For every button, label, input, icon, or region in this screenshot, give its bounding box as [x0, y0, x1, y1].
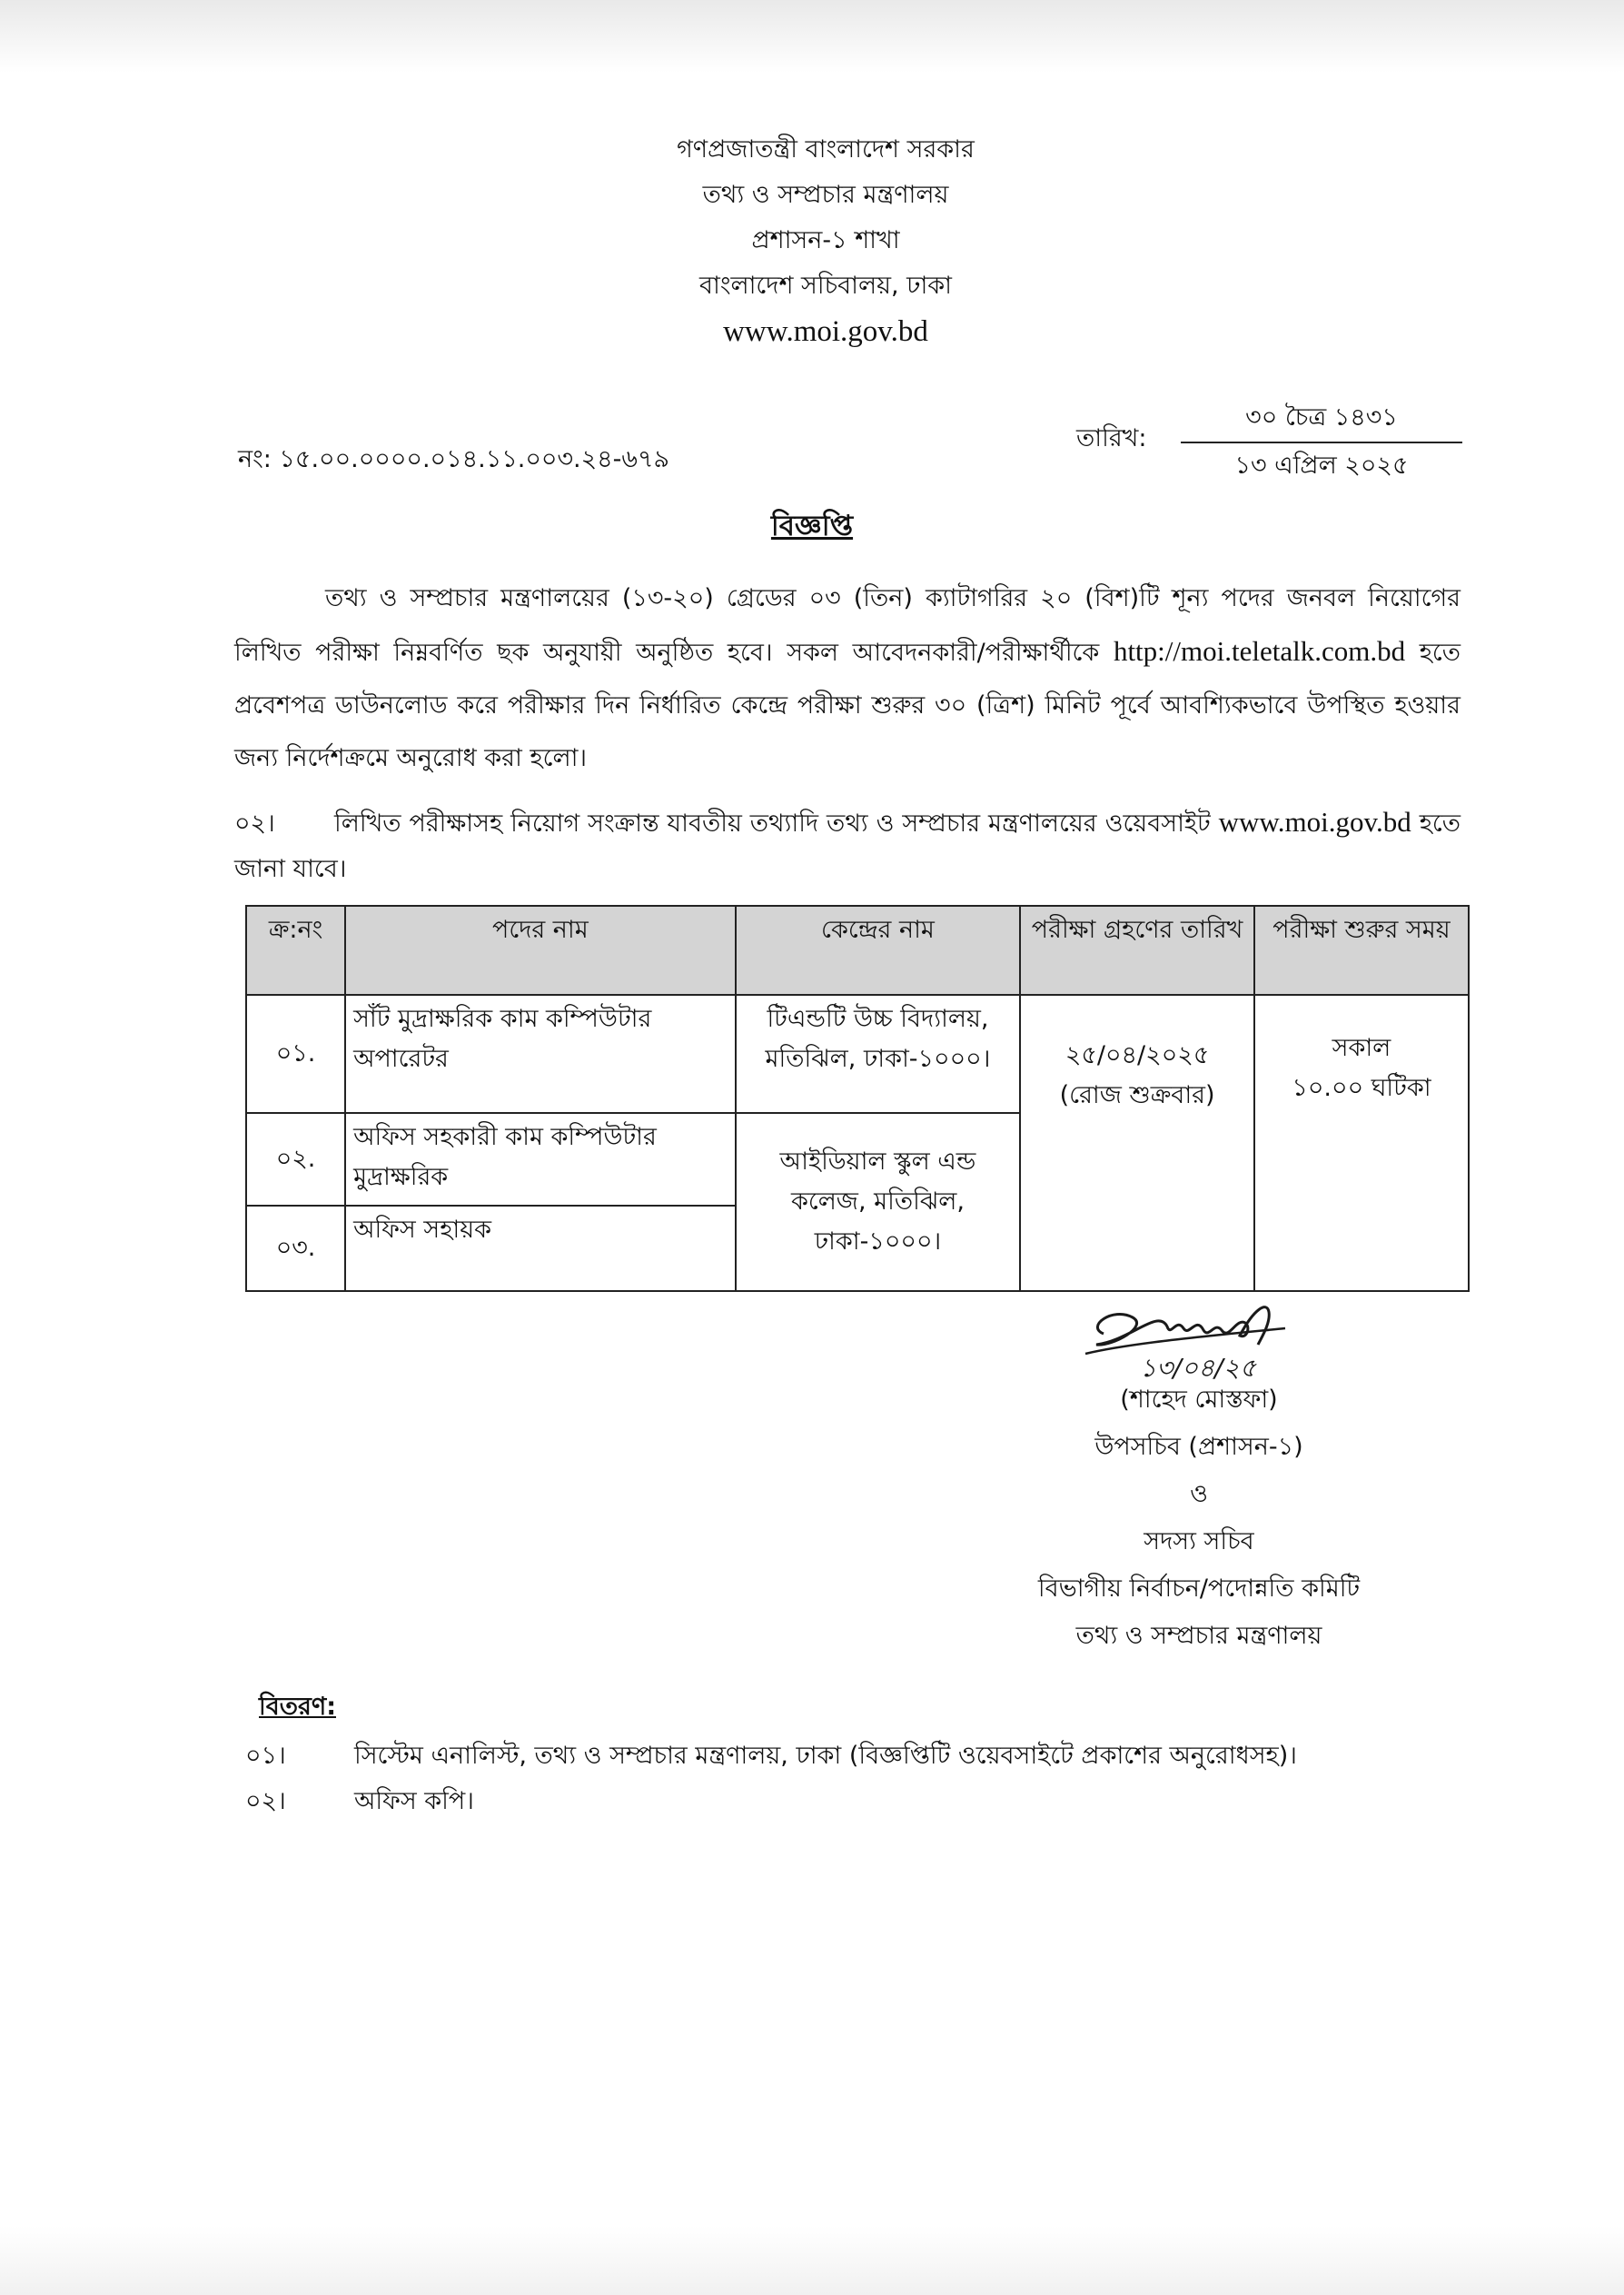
government-name: গণপ্রজাতন্ত্রী বাংলাদেশ সরকার: [677, 135, 975, 164]
paragraph-2: [234, 800, 1461, 892]
table-row: [246, 995, 1469, 1113]
header-exam-date: পরীক্ষা গ্রহণের তারিখ: [1020, 906, 1254, 995]
website-link-inline[interactable]: www.moi.gov.bd: [1218, 806, 1411, 838]
header-serial: ক্র:নং: [246, 906, 345, 995]
date-bangla: ৩০ চৈত্র ১৪৩১: [1181, 400, 1462, 443]
header-center-name: কেন্দ্রের নাম: [736, 906, 1021, 995]
exam-date-cell: [1020, 995, 1254, 1291]
row-post: অফিস সহায়ক: [345, 1206, 736, 1291]
exam-day: (রোজ শুক্রবার): [1059, 1081, 1215, 1109]
signatory-name: (শাহেদ মোস্তফা): [1120, 1386, 1278, 1414]
distribution-number: ০১।: [245, 1742, 286, 1770]
list-item: [245, 1783, 474, 1823]
distribution-title: বিতরণ:: [259, 1693, 336, 1721]
letterhead: [0, 127, 1624, 354]
paragraph-2-text-a: লিখিত পরীক্ষাসহ নিয়োগ সংক্রান্ত যাবতীয় তথ্যাদি তথ্য ও সম্প্রচার মন্ত্রণালয়ের ওয়েবসাইট: [334, 810, 1211, 838]
start-time-period: সকাল: [1332, 1034, 1391, 1062]
start-time-cell: [1254, 995, 1469, 1291]
signatory-role: সদস্য সচিব: [1144, 1527, 1254, 1555]
distribution-text: সিস্টেম এনালিস্ট, তথ্য ও সম্প্রচার মন্ত্রণালয়, ঢাকা (বিজ্ঞপ্তিটি ওয়েবসাইটে প্রকাশের অনুরোধসহ)।: [354, 1742, 1297, 1770]
notice-title: [0, 504, 1624, 551]
exam-date: ২৫/০৪/২০২৫: [1065, 1041, 1210, 1069]
website-link[interactable]: www.moi.gov.bd: [723, 315, 928, 348]
notice-title-text: বিজ্ঞপ্তি: [770, 510, 854, 542]
row-serial: ০২.: [246, 1113, 345, 1206]
signatory-ministry: তথ্য ও সম্প্রচার মন্ত্রণালয়: [1075, 1622, 1322, 1650]
table-header-row: [246, 906, 1469, 995]
date-block: [1181, 400, 1462, 485]
date-english: ১৩ এপ্রিল ২০২৫: [1234, 452, 1409, 480]
signed-date: ১৩/০৪/২৫: [1140, 1353, 1256, 1383]
row-post: অফিস সহকারী কাম কম্পিউটার মুদ্রাক্ষরিক: [345, 1113, 736, 1206]
exam-schedule-table: [245, 905, 1470, 1292]
signatory-committee: বিভাগীয় নির্বাচন/পদোন্নতি কমিটি: [1037, 1575, 1361, 1603]
paragraph-2-text-b: হতে জানা যাবে।: [234, 810, 1461, 883]
branch-name: প্রশাসন-১ শাখা: [751, 226, 900, 254]
exam-center-2: আইডিয়াল স্কুল এন্ড কলেজ, মতিঝিল, ঢাকা-১০০০।: [736, 1113, 1021, 1291]
paragraph-2-number: ০২।: [234, 810, 275, 838]
row-serial: ০১.: [246, 995, 345, 1113]
teletalk-link[interactable]: http://moi.teletalk.com.bd: [1113, 635, 1406, 667]
header-post-name: পদের নাম: [345, 906, 736, 995]
header-start-time: পরীক্ষা শুরুর সময়: [1254, 906, 1469, 995]
handwritten-signature: [1076, 1290, 1303, 1386]
signatory-block: [926, 1376, 1471, 1660]
distribution-text: অফিস কপি।: [354, 1787, 474, 1815]
distribution-number: ০২।: [245, 1787, 286, 1815]
exam-center-1: টিএন্ডটি উচ্চ বিদ্যালয়, মতিঝিল, ঢাকা-১০০০।: [736, 995, 1021, 1113]
signatory-designation: উপসচিব (প্রশাসন-১): [1094, 1433, 1303, 1461]
start-time-value: ১০.০০ ঘটিকা: [1292, 1074, 1431, 1102]
paragraph-1-text-b: হতে প্রবেশপত্র ডাউনলোড করে পরীক্ষার দিন নির্ধারিত কেন্দ্রে পরীক্ষা শুরুর ৩০ (ত্রিশ) মিনিট পূর্বে আবশ্যিকভাবে উপস্থিত হওয়ার জন্য নির্দেশক্রমে অনুরোধ করা হলো।: [234, 639, 1461, 772]
memo-number: নং: ১৫.০০.০০০০.০১৪.১১.০০৩.২৪-৬৭৯: [238, 445, 670, 473]
signatory-conjunction: ও: [1190, 1480, 1208, 1508]
paragraph-1-text-a: তথ্য ও সম্প্রচার মন্ত্রণালয়ের (১৩-২০) গ্রেডের ০৩ (তিন) ক্যাটাগরির ২০ (বিশ)টি শূন্য পদের জনবল নিয়োগের লিখিত পরীক্ষা নিম্নবর্ণিত ছক অনুযায়ী অনুষ্ঠিত হবে। সকল আবেদনকারী/পরীক্ষার্থীকে: [234, 584, 1461, 667]
row-post: সাঁট মুদ্রাক্ষরিক কাম কম্পিউটার অপারেটর: [345, 995, 736, 1113]
date-label: তারিখ:: [1076, 424, 1147, 452]
row-serial: ০৩.: [246, 1206, 345, 1291]
office-address: বাংলাদেশ সচিবালয়, ঢাকা: [698, 272, 953, 300]
ministry-name: তথ্য ও সম্প্রচার মন্ত্রণালয়: [702, 181, 949, 209]
list-item: [245, 1737, 1297, 1778]
paragraph-1: [234, 572, 1461, 785]
